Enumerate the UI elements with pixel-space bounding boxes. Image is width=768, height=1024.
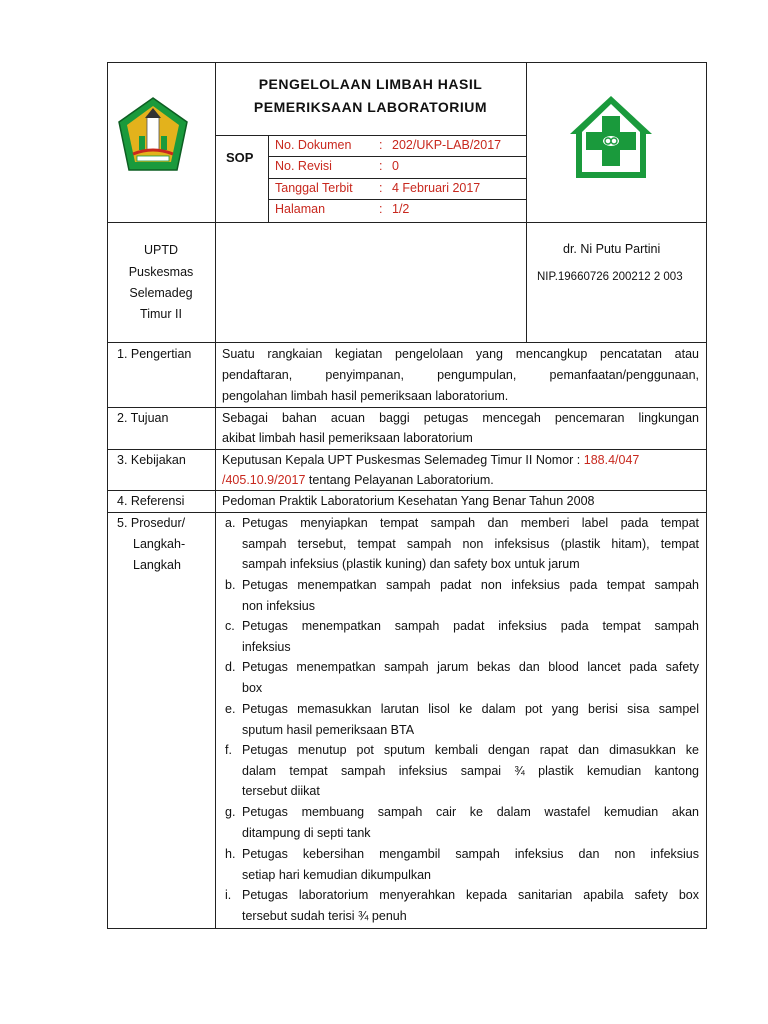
meta-value-dokumen: 202/UKP-LAB/2017: [392, 138, 502, 152]
org-line-3: Selemadeg: [129, 286, 193, 300]
meta-value-revisi: 0: [392, 159, 399, 173]
label-prosedur-3: Langkah: [133, 558, 181, 572]
label-tujuan: 2. Tujuan: [117, 411, 169, 425]
table-border-left: [107, 62, 108, 929]
procedure-step-marker: a.: [225, 516, 236, 530]
procedure-step-marker: d.: [225, 660, 236, 674]
procedure-step-line: Petugas menyiapkan tempat sampah dan memberi label pada tempat: [242, 516, 699, 530]
label-kebijakan: 3. Kebijakan: [117, 453, 186, 467]
label-prosedur-1: 5. Prosedur/: [117, 516, 186, 530]
tujuan-line-2: akibat limbah hasil pemeriksaan laboratorium: [222, 431, 473, 445]
header-title-bottom: [215, 135, 527, 136]
sop-label: SOP: [226, 150, 254, 165]
signer-nip: NIP.19660726 200212 2 003: [537, 271, 683, 283]
meta-sep-terbit: :: [379, 181, 383, 195]
kebijakan-line-2: [222, 472, 494, 488]
table-border-bottom: [107, 928, 707, 929]
meta-label-terbit: Tanggal Terbit: [275, 181, 353, 195]
procedure-step-line: box: [242, 680, 263, 695]
col-divider-header-right: [526, 62, 527, 342]
meta-sep-halaman: :: [379, 202, 383, 216]
table-border-right: [706, 62, 707, 929]
procedure-step-line: sampah tersebut, tempat sampah non infeksisus (plastik hitam), tempat: [242, 536, 699, 551]
meta-row-line-3: [268, 199, 527, 200]
regency-emblem-icon: [117, 96, 189, 174]
procedure-step-line: sampah infeksius (plastik kuning) dan safety box untuk jarum: [242, 557, 580, 571]
meta-sep-dokumen: :: [379, 138, 383, 152]
procedure-step-marker: i.: [225, 888, 232, 902]
meta-row-line-2: [268, 178, 527, 179]
pengertian-line-2: pendaftaran, penyimpanan, pengumpulan, pemanfaatan/penggunaan,: [222, 368, 699, 382]
document-title-line-2: PEMERIKSAAN LABORATORIUM: [253, 99, 488, 115]
procedure-step-line: infeksius: [242, 639, 291, 654]
signer-name: dr. Ni Putu Partini: [563, 242, 661, 256]
table-border-top: [107, 62, 707, 63]
meta-value-halaman: 1/2: [392, 202, 410, 216]
header-bottom: [107, 222, 707, 223]
row-line-tujuan: [107, 449, 707, 450]
procedure-step-line: tersebut diikat: [242, 784, 320, 798]
kebijakan-number-part-1: 188.4/047: [583, 453, 640, 467]
meta-sep-revisi: :: [379, 159, 383, 173]
procedure-step-line: non infeksius: [242, 598, 315, 613]
col-divider-1: [215, 62, 216, 929]
procedure-step-line: Petugas menempatkan sampah padat infeksius pada tempat sampah: [242, 619, 699, 633]
label-referensi: 4. Referensi: [117, 494, 185, 508]
procedure-step-line: dalam tempat sampah infeksius sampai ¾ plastik kemudian kantong: [242, 763, 699, 778]
procedure-step-line: sputum hasil pemeriksaan BTA: [242, 722, 415, 737]
meta-row-line-1: [268, 156, 527, 157]
meta-value-terbit: 4 Februari 2017: [392, 181, 481, 195]
document-title-line-1: PENGELOLAAN LIMBAH HASIL: [258, 76, 483, 92]
procedure-step-line: tersebut sudah terisi ¾ penuh: [242, 908, 407, 923]
kebijakan-text-2: tentang Pelayanan Laboratorium.: [305, 473, 494, 487]
row-line-referensi: [107, 512, 707, 513]
procedure-step-line: Petugas menempatkan sampah padat non infeksius pada tempat sampah: [242, 578, 699, 592]
procedure-step-line: Petugas menutup pot sputum kembali dengan rapat dan dimasukkan ke: [242, 743, 699, 757]
procedure-step-line: Petugas menempatkan sampah jarum bekas dan blood lancet pada safety: [242, 660, 699, 674]
procedure-step-line: Petugas memasukkan larutan lisol ke dalam pot yang berisi sisa sampel: [242, 702, 699, 716]
row-line-kebijakan: [107, 490, 707, 491]
referensi-text: Pedoman Praktik Laboratorium Kesehatan Yang Benar Tahun 2008: [222, 494, 595, 508]
procedure-step-marker: f.: [225, 743, 232, 757]
procedure-step-marker: b.: [225, 578, 236, 592]
kebijakan-text-1: Keputusan Kepala UPT Puskesmas Selemadeg Timur II Nomor :: [222, 453, 584, 467]
procedure-step-line: ditampung di septi tank: [242, 825, 371, 840]
procedure-step-line: Petugas membuang sampah cair ke dalam wastafel kemudian akan: [242, 805, 699, 819]
org-row-bottom: [107, 342, 707, 343]
kebijakan-line-1: [222, 452, 639, 468]
puskesmas-logo-icon: [568, 94, 654, 180]
procedure-step-marker: h.: [225, 847, 236, 861]
tujuan-line-1: Sebagai bahan acuan baggi petugas mencegah pencemaran lingkungan: [222, 411, 699, 425]
label-pengertian: 1. Pengertian: [117, 347, 192, 361]
pengertian-line-3: pengolahan limbah hasil pemeriksaan laboratorium.: [222, 389, 509, 403]
pengertian-line-1: Suatu rangkaian kegiatan pengelolaan yang mencangkup pencatatan atau: [222, 347, 699, 361]
row-line-pengertian: [107, 407, 707, 408]
org-line-1: UPTD: [143, 243, 179, 257]
org-line-4: Timur II: [140, 307, 182, 321]
procedure-step-line: setiap hari kemudian dikumpulkan: [242, 867, 431, 882]
kebijakan-number-part-2: /405.10.9/2017: [222, 473, 306, 487]
meta-label-halaman: Halaman: [275, 202, 326, 216]
org-line-2: Puskesmas: [128, 265, 194, 279]
meta-label-dokumen: No. Dokumen: [275, 138, 352, 152]
procedure-step-line: Petugas laboratorium menyerahkan kepada sanitarian apabila safety box: [242, 888, 699, 902]
procedure-step-line: Petugas kebersihan mengambil sampah infeksius dan non infeksius: [242, 847, 699, 861]
procedure-step-marker: c.: [225, 619, 235, 633]
procedure-step-marker: e.: [225, 702, 236, 716]
label-prosedur-2: Langkah-: [133, 537, 186, 551]
procedure-step-marker: g.: [225, 805, 236, 819]
meta-label-revisi: No. Revisi: [275, 159, 332, 173]
